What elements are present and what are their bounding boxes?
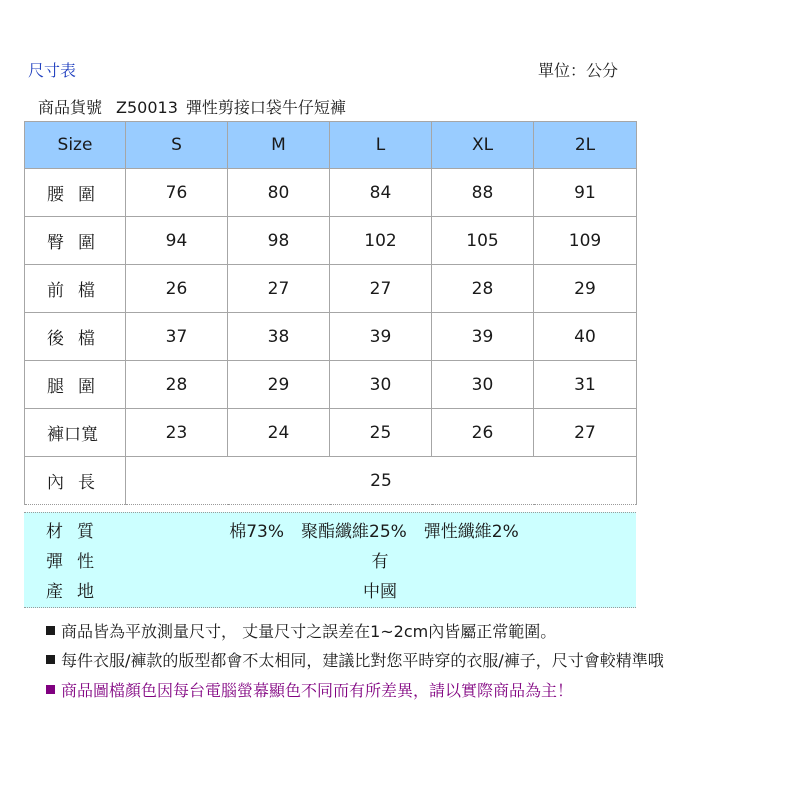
row-label-back-rise: 後檔 bbox=[25, 313, 126, 361]
table-cell: 109 bbox=[534, 217, 637, 265]
table-cell: 30 bbox=[432, 361, 534, 409]
table-row bbox=[25, 265, 637, 313]
origin-label: 產地 bbox=[46, 582, 108, 602]
table-cell: 25 bbox=[330, 409, 432, 457]
table-cell: 39 bbox=[330, 313, 432, 361]
product-label: 商品貨號 bbox=[38, 98, 103, 117]
product-code: Z50013 bbox=[116, 98, 178, 117]
size-table bbox=[24, 121, 637, 505]
col-header-m: M bbox=[228, 122, 330, 169]
table-row-inseam bbox=[25, 457, 637, 505]
note-text: 商品圖檔顏色因每台電腦螢幕顯色不同而有所差異，請以實際商品為主！ bbox=[61, 681, 574, 700]
product-name: 彈性剪接口袋牛仔短褲 bbox=[185, 98, 346, 117]
table-cell: 98 bbox=[228, 217, 330, 265]
table-cell: 102 bbox=[330, 217, 432, 265]
note-text: 商品皆為平放測量尺寸， 丈量尺寸之誤差在1~2cm內皆屬正常範圍。 bbox=[61, 622, 557, 641]
row-label-hip: 臀圍 bbox=[25, 217, 126, 265]
unit-label: 單位：公分 bbox=[538, 61, 619, 80]
product-info bbox=[38, 95, 346, 118]
table-cell: 91 bbox=[534, 169, 637, 217]
table-cell: 30 bbox=[330, 361, 432, 409]
table-cell: 29 bbox=[228, 361, 330, 409]
elasticity-row bbox=[24, 547, 636, 577]
material-section bbox=[24, 512, 636, 608]
table-cell: 28 bbox=[126, 361, 228, 409]
row-label-front-rise: 前檔 bbox=[25, 265, 126, 313]
table-cell: 27 bbox=[534, 409, 637, 457]
table-cell: 37 bbox=[126, 313, 228, 361]
square-bullet-icon bbox=[46, 626, 55, 635]
material-row bbox=[24, 517, 636, 547]
table-row bbox=[25, 313, 637, 361]
table-row bbox=[25, 361, 637, 409]
square-bullet-icon bbox=[46, 655, 55, 664]
table-cell: 23 bbox=[126, 409, 228, 457]
table-cell: 26 bbox=[432, 409, 534, 457]
col-header-2l: 2L bbox=[534, 122, 637, 169]
table-row bbox=[25, 217, 637, 265]
table-cell: 84 bbox=[330, 169, 432, 217]
note-fit bbox=[46, 648, 664, 671]
square-bullet-icon bbox=[46, 685, 55, 694]
origin-row bbox=[24, 577, 636, 607]
table-cell: 24 bbox=[228, 409, 330, 457]
table-cell: 31 bbox=[534, 361, 637, 409]
col-header-s: S bbox=[126, 122, 228, 169]
table-cell: 39 bbox=[432, 313, 534, 361]
inseam-value: 25 bbox=[126, 457, 637, 505]
row-label-leg-opening: 褲口寬 bbox=[25, 409, 126, 457]
table-cell: 38 bbox=[228, 313, 330, 361]
page-title: 尺寸表 bbox=[28, 61, 77, 80]
material-label: 材質 bbox=[46, 522, 108, 542]
note-text: 每件衣服/褲款的版型都會不太相同，建議比對您平時穿的衣服/褲子，尺寸會較精準哦 bbox=[61, 651, 664, 670]
row-label-inseam: 內長 bbox=[25, 457, 126, 505]
table-cell: 76 bbox=[126, 169, 228, 217]
col-header-size: Size bbox=[25, 122, 126, 169]
table-cell: 40 bbox=[534, 313, 637, 361]
row-label-waist: 腰圍 bbox=[25, 169, 126, 217]
table-cell: 29 bbox=[534, 265, 637, 313]
origin-value: 中國 bbox=[363, 582, 397, 602]
table-cell: 27 bbox=[228, 265, 330, 313]
col-header-l: L bbox=[330, 122, 432, 169]
size-header-row bbox=[25, 122, 637, 169]
col-header-xl: XL bbox=[432, 122, 534, 169]
table-cell: 80 bbox=[228, 169, 330, 217]
table-row bbox=[25, 169, 637, 217]
table-cell: 88 bbox=[432, 169, 534, 217]
table-cell: 94 bbox=[126, 217, 228, 265]
table-cell: 27 bbox=[330, 265, 432, 313]
elasticity-label: 彈性 bbox=[46, 552, 108, 572]
note-color bbox=[46, 678, 573, 701]
row-label-thigh: 腿圍 bbox=[25, 361, 126, 409]
table-row bbox=[25, 409, 637, 457]
note-measurement bbox=[46, 619, 556, 642]
table-cell: 26 bbox=[126, 265, 228, 313]
elasticity-value: 有 bbox=[371, 552, 389, 572]
table-cell: 105 bbox=[432, 217, 534, 265]
material-value: 棉73% 聚酯纖維25% 彈性纖維2% bbox=[229, 522, 519, 542]
table-cell: 28 bbox=[432, 265, 534, 313]
